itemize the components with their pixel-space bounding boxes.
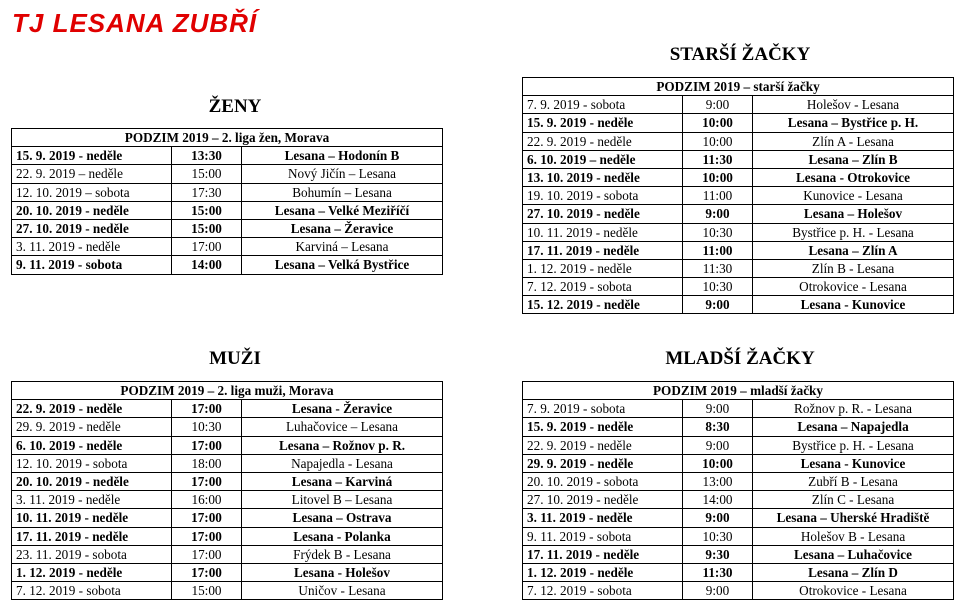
match-time: 9:00 (683, 205, 753, 223)
match-teams: Lesana – Hodonín B (242, 147, 443, 165)
table-row (12, 527, 443, 545)
match-teams: Lesana – Zlín B (753, 150, 954, 168)
match-teams: Rožnov p. R. - Lesana (753, 400, 954, 418)
table-title: PODZIM 2019 – 2. liga muži, Morava (12, 382, 443, 400)
match-teams: Lesana – Bystřice p. H. (753, 114, 954, 132)
match-teams: Lesana – Ostrava (242, 509, 443, 527)
match-teams: Lesana - Holešov (242, 563, 443, 581)
match-teams: Otrokovice - Lesana (753, 582, 954, 600)
match-teams: Bystřice p. H. - Lesana (753, 436, 954, 454)
match-date: 1. 12. 2019 - neděle (523, 259, 683, 277)
match-date: 27. 10. 2019 - neděle (523, 205, 683, 223)
match-teams: Litovel B – Lesana (242, 491, 443, 509)
match-date: 17. 11. 2019 - neděle (12, 527, 172, 545)
match-date: 15. 12. 2019 - neděle (523, 296, 683, 314)
match-date: 22. 9. 2019 - neděle (523, 436, 683, 454)
match-time: 13:00 (683, 472, 753, 490)
match-date: 9. 11. 2019 - sobota (523, 527, 683, 545)
match-time: 17:00 (172, 400, 242, 418)
table-row (12, 201, 443, 219)
match-date: 19. 10. 2019 - sobota (523, 187, 683, 205)
table-row (523, 563, 954, 581)
match-date: 20. 10. 2019 - sobota (523, 472, 683, 490)
match-teams: Bystřice p. H. - Lesana (753, 223, 954, 241)
match-time: 17:00 (172, 472, 242, 490)
match-time: 10:00 (683, 168, 753, 186)
match-time: 13:30 (172, 147, 242, 165)
match-teams: Zlín B - Lesana (753, 259, 954, 277)
match-time: 9:00 (683, 582, 753, 600)
match-date: 7. 9. 2019 - sobota (523, 400, 683, 418)
match-teams: Luhačovice – Lesana (242, 418, 443, 436)
match-teams: Lesana – Žeravice (242, 219, 443, 237)
table-row (523, 132, 954, 150)
match-time: 10:00 (683, 132, 753, 150)
table-row (523, 472, 954, 490)
match-time: 11:30 (683, 563, 753, 581)
table-row (12, 563, 443, 581)
match-time: 17:00 (172, 545, 242, 563)
match-date: 15. 9. 2019 - neděle (12, 147, 172, 165)
table-row (523, 582, 954, 600)
table-row (12, 454, 443, 472)
table-row (523, 241, 954, 259)
match-time: 10:30 (683, 223, 753, 241)
table-row (12, 418, 443, 436)
match-teams: Zlín C - Lesana (753, 491, 954, 509)
match-teams: Lesana - Polanka (242, 527, 443, 545)
match-time: 15:00 (172, 582, 242, 600)
match-time: 17:00 (172, 563, 242, 581)
match-time: 11:30 (683, 259, 753, 277)
match-teams: Lesana - Otrokovice (753, 168, 954, 186)
table-row (523, 114, 954, 132)
match-teams: Frýdek B - Lesana (242, 545, 443, 563)
match-time: 17:00 (172, 436, 242, 454)
table-row (12, 545, 443, 563)
schedule-table-muzi (11, 381, 443, 600)
schedule-table-starsi-zacky (522, 77, 954, 314)
match-time: 15:00 (172, 219, 242, 237)
match-teams: Lesana – Uherské Hradiště (753, 509, 954, 527)
schedule-table-zeny (11, 128, 443, 275)
match-teams: Uničov - Lesana (242, 582, 443, 600)
match-date: 27. 10. 2019 - neděle (523, 491, 683, 509)
table-row (523, 223, 954, 241)
match-date: 6. 10. 2019 - neděle (12, 436, 172, 454)
table-row (12, 582, 443, 600)
table-row (12, 509, 443, 527)
table-row (12, 219, 443, 237)
match-time: 10:30 (683, 527, 753, 545)
match-teams: Napajedla - Lesana (242, 454, 443, 472)
match-teams: Lesana - Žeravice (242, 400, 443, 418)
match-date: 7. 12. 2019 - sobota (12, 582, 172, 600)
match-teams: Otrokovice - Lesana (753, 278, 954, 296)
table-row (12, 183, 443, 201)
match-time: 11:30 (683, 150, 753, 168)
match-teams: Lesana – Luhačovice (753, 545, 954, 563)
match-time: 10:00 (683, 114, 753, 132)
table-row (523, 509, 954, 527)
table-row (523, 259, 954, 277)
match-time: 10:00 (683, 454, 753, 472)
match-time: 17:00 (172, 509, 242, 527)
match-time: 14:00 (172, 256, 242, 274)
table-row (12, 147, 443, 165)
table-row (12, 491, 443, 509)
match-time: 11:00 (683, 187, 753, 205)
match-time: 17:00 (172, 238, 242, 256)
table-row (523, 187, 954, 205)
heading-starsi-zacky: STARŠÍ ŽAČKY (669, 44, 811, 65)
match-date: 10. 11. 2019 - neděle (523, 223, 683, 241)
match-teams: Lesana – Velká Bystřice (242, 256, 443, 274)
table-row (523, 527, 954, 545)
match-date: 17. 11. 2019 - neděle (523, 241, 683, 259)
match-date: 1. 12. 2019 - neděle (523, 563, 683, 581)
match-time: 9:00 (683, 509, 753, 527)
match-time: 9:30 (683, 545, 753, 563)
table-title: PODZIM 2019 – starší žačky (523, 78, 954, 96)
match-teams: Lesana – Karviná (242, 472, 443, 490)
table-title: PODZIM 2019 – mladší žačky (523, 382, 954, 400)
match-time: 15:00 (172, 201, 242, 219)
heading-muzi: MUŽI (209, 348, 261, 369)
table-row (523, 296, 954, 314)
match-teams: Zlín A - Lesana (753, 132, 954, 150)
match-teams: Zubří B - Lesana (753, 472, 954, 490)
match-date: 22. 9. 2019 - neděle (523, 132, 683, 150)
match-date: 20. 10. 2019 - neděle (12, 201, 172, 219)
table-row (523, 278, 954, 296)
heading-zeny: ŽENY (208, 96, 262, 117)
match-time: 10:30 (683, 278, 753, 296)
match-time: 9:00 (683, 296, 753, 314)
table-row (12, 436, 443, 454)
table-row (523, 491, 954, 509)
table-row (523, 150, 954, 168)
table-row (523, 436, 954, 454)
match-teams: Lesana - Kunovice (753, 454, 954, 472)
table-row (523, 418, 954, 436)
club-title: TJ LESANA ZUBŘÍ (12, 8, 258, 38)
table-row (12, 472, 443, 490)
match-time: 16:00 (172, 491, 242, 509)
match-date: 15. 9. 2019 - neděle (523, 418, 683, 436)
match-teams: Lesana – Rožnov p. R. (242, 436, 443, 454)
match-teams: Holešov - Lesana (753, 96, 954, 114)
match-date: 1. 12. 2019 - neděle (12, 563, 172, 581)
table-row (12, 400, 443, 418)
match-time: 8:30 (683, 418, 753, 436)
match-teams: Holešov B - Lesana (753, 527, 954, 545)
table-title: PODZIM 2019 – 2. liga žen, Morava (12, 129, 443, 147)
match-date: 17. 11. 2019 - neděle (523, 545, 683, 563)
match-date: 7. 9. 2019 - sobota (523, 96, 683, 114)
match-time: 9:00 (683, 96, 753, 114)
match-teams: Nový Jičín – Lesana (242, 165, 443, 183)
match-teams: Lesana – Holešov (753, 205, 954, 223)
match-date: 10. 11. 2019 - neděle (12, 509, 172, 527)
table-row (523, 96, 954, 114)
match-time: 9:00 (683, 400, 753, 418)
table-row (523, 168, 954, 186)
match-date: 3. 11. 2019 - neděle (12, 491, 172, 509)
match-date: 7. 12. 2019 - sobota (523, 582, 683, 600)
match-date: 12. 10. 2019 - sobota (12, 454, 172, 472)
match-date: 22. 9. 2019 – neděle (12, 165, 172, 183)
match-teams: Lesana – Velké Meziříčí (242, 201, 443, 219)
match-teams: Kunovice - Lesana (753, 187, 954, 205)
match-time: 10:30 (172, 418, 242, 436)
match-date: 22. 9. 2019 - neděle (12, 400, 172, 418)
match-date: 29. 9. 2019 - neděle (523, 454, 683, 472)
match-date: 7. 12. 2019 - sobota (523, 278, 683, 296)
match-date: 3. 11. 2019 - neděle (523, 509, 683, 527)
heading-mladsi-zacky: MLADŠÍ ŽAČKY (665, 348, 815, 369)
match-date: 9. 11. 2019 - sobota (12, 256, 172, 274)
match-time: 17:30 (172, 183, 242, 201)
match-date: 12. 10. 2019 – sobota (12, 183, 172, 201)
match-teams: Bohumín – Lesana (242, 183, 443, 201)
table-row (12, 238, 443, 256)
match-teams: Lesana – Napajedla (753, 418, 954, 436)
match-time: 15:00 (172, 165, 242, 183)
match-date: 13. 10. 2019 - neděle (523, 168, 683, 186)
match-date: 23. 11. 2019 - sobota (12, 545, 172, 563)
table-row (12, 165, 443, 183)
match-teams: Lesana - Kunovice (753, 296, 954, 314)
match-time: 17:00 (172, 527, 242, 545)
match-teams: Karviná – Lesana (242, 238, 443, 256)
match-time: 18:00 (172, 454, 242, 472)
match-time: 14:00 (683, 491, 753, 509)
table-row (523, 545, 954, 563)
match-date: 27. 10. 2019 - neděle (12, 219, 172, 237)
match-teams: Lesana – Zlín D (753, 563, 954, 581)
schedule-table-mladsi-zacky (522, 381, 954, 600)
table-row (12, 256, 443, 274)
match-date: 6. 10. 2019 – neděle (523, 150, 683, 168)
match-date: 20. 10. 2019 - neděle (12, 472, 172, 490)
match-time: 9:00 (683, 436, 753, 454)
match-date: 15. 9. 2019 - neděle (523, 114, 683, 132)
match-date: 3. 11. 2019 - neděle (12, 238, 172, 256)
table-row (523, 400, 954, 418)
table-row (523, 205, 954, 223)
match-teams: Lesana – Zlín A (753, 241, 954, 259)
match-date: 29. 9. 2019 - neděle (12, 418, 172, 436)
table-row (523, 454, 954, 472)
match-time: 11:00 (683, 241, 753, 259)
